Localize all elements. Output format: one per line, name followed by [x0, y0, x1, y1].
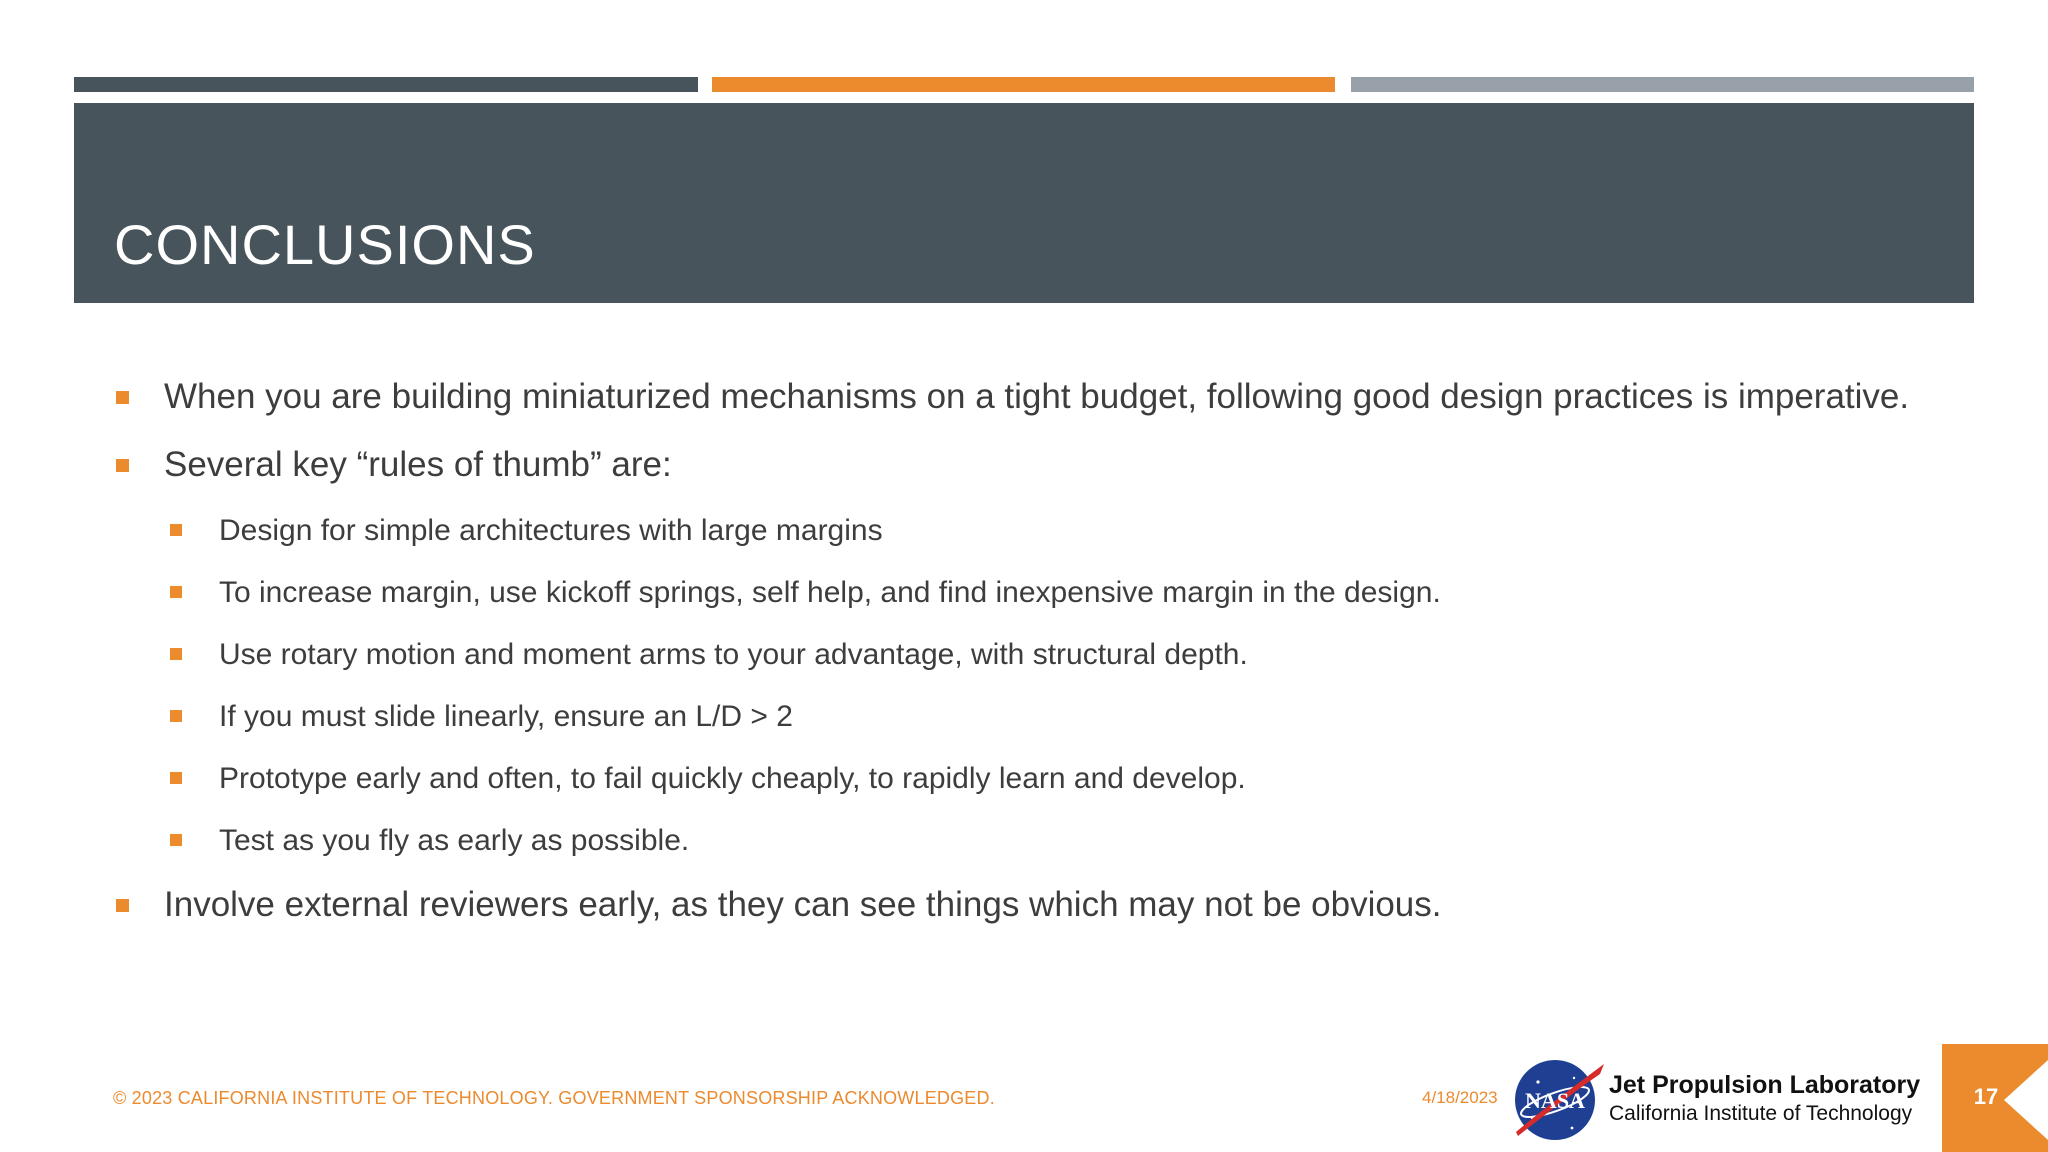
- square-bullet-icon: [116, 391, 129, 404]
- top-band-dark: [74, 77, 698, 92]
- square-bullet-icon: [170, 834, 182, 846]
- title-bar: [74, 103, 1974, 303]
- jpl-wordmark: [1609, 1070, 1920, 1128]
- page-number: 17: [1973, 1084, 1999, 1109]
- square-bullet-icon: [116, 899, 129, 912]
- jpl-subtitle: California Institute of Technology: [1609, 1102, 1913, 1125]
- bullet-item: [114, 372, 1974, 440]
- square-bullet-icon: [170, 648, 182, 660]
- slide-date: 4/18/2023: [1422, 1088, 1498, 1107]
- bullet-text: To increase margin, use kickoff springs, self help, and find inexpensive margin in the design.: [219, 576, 1441, 609]
- nasa-logo-text: NASA: [1525, 1088, 1585, 1113]
- sub-bullet-item: [114, 694, 1974, 756]
- bullet-text: When you are building miniaturized mechanisms on a tight budget, following good design practices is imperative.: [164, 377, 1910, 416]
- bullet-text: Several key “rules of thumb” are:: [164, 445, 672, 484]
- square-bullet-icon: [170, 710, 182, 722]
- sub-bullet-item: [114, 818, 1974, 880]
- square-bullet-icon: [170, 586, 182, 598]
- slide-title: CONCLUSIONS: [114, 213, 536, 276]
- bullet-text: Test as you fly as early as possible.: [219, 824, 690, 857]
- sub-bullet-item: [114, 508, 1974, 570]
- bullet-text: Prototype early and often, to fail quickly cheaply, to rapidly learn and develop.: [219, 762, 1246, 795]
- bullet-item: [114, 880, 1974, 948]
- sub-bullet-item: [114, 756, 1974, 818]
- copyright-footer: © 2023 CALIFORNIA INSTITUTE OF TECHNOLOGY. GOVERNMENT SPONSORSHIP ACKNOWLEDGED.: [113, 1088, 995, 1108]
- square-bullet-icon: [170, 524, 182, 536]
- top-band-gray: [1351, 77, 1974, 92]
- bullet-text: Use rotary motion and moment arms to your advantage, with structural depth.: [219, 638, 1248, 671]
- sub-bullet-item: [114, 632, 1974, 694]
- bullet-text: If you must slide linearly, ensure an L/D > 2: [219, 700, 793, 733]
- sub-bullet-item: [114, 570, 1974, 632]
- top-band-orange: [712, 77, 1335, 92]
- square-bullet-icon: [116, 459, 129, 472]
- bullet-item: [114, 440, 1974, 508]
- square-bullet-icon: [170, 772, 182, 784]
- bullet-text: Involve external reviewers early, as they can see things which may not be obvious.: [164, 885, 1442, 924]
- bullet-list: [114, 372, 1974, 948]
- jpl-name: Jet Propulsion Laboratory: [1609, 1071, 1921, 1099]
- nasa-logo-icon: [1512, 1058, 1606, 1142]
- bullet-text: Design for simple architectures with large margins: [219, 514, 883, 547]
